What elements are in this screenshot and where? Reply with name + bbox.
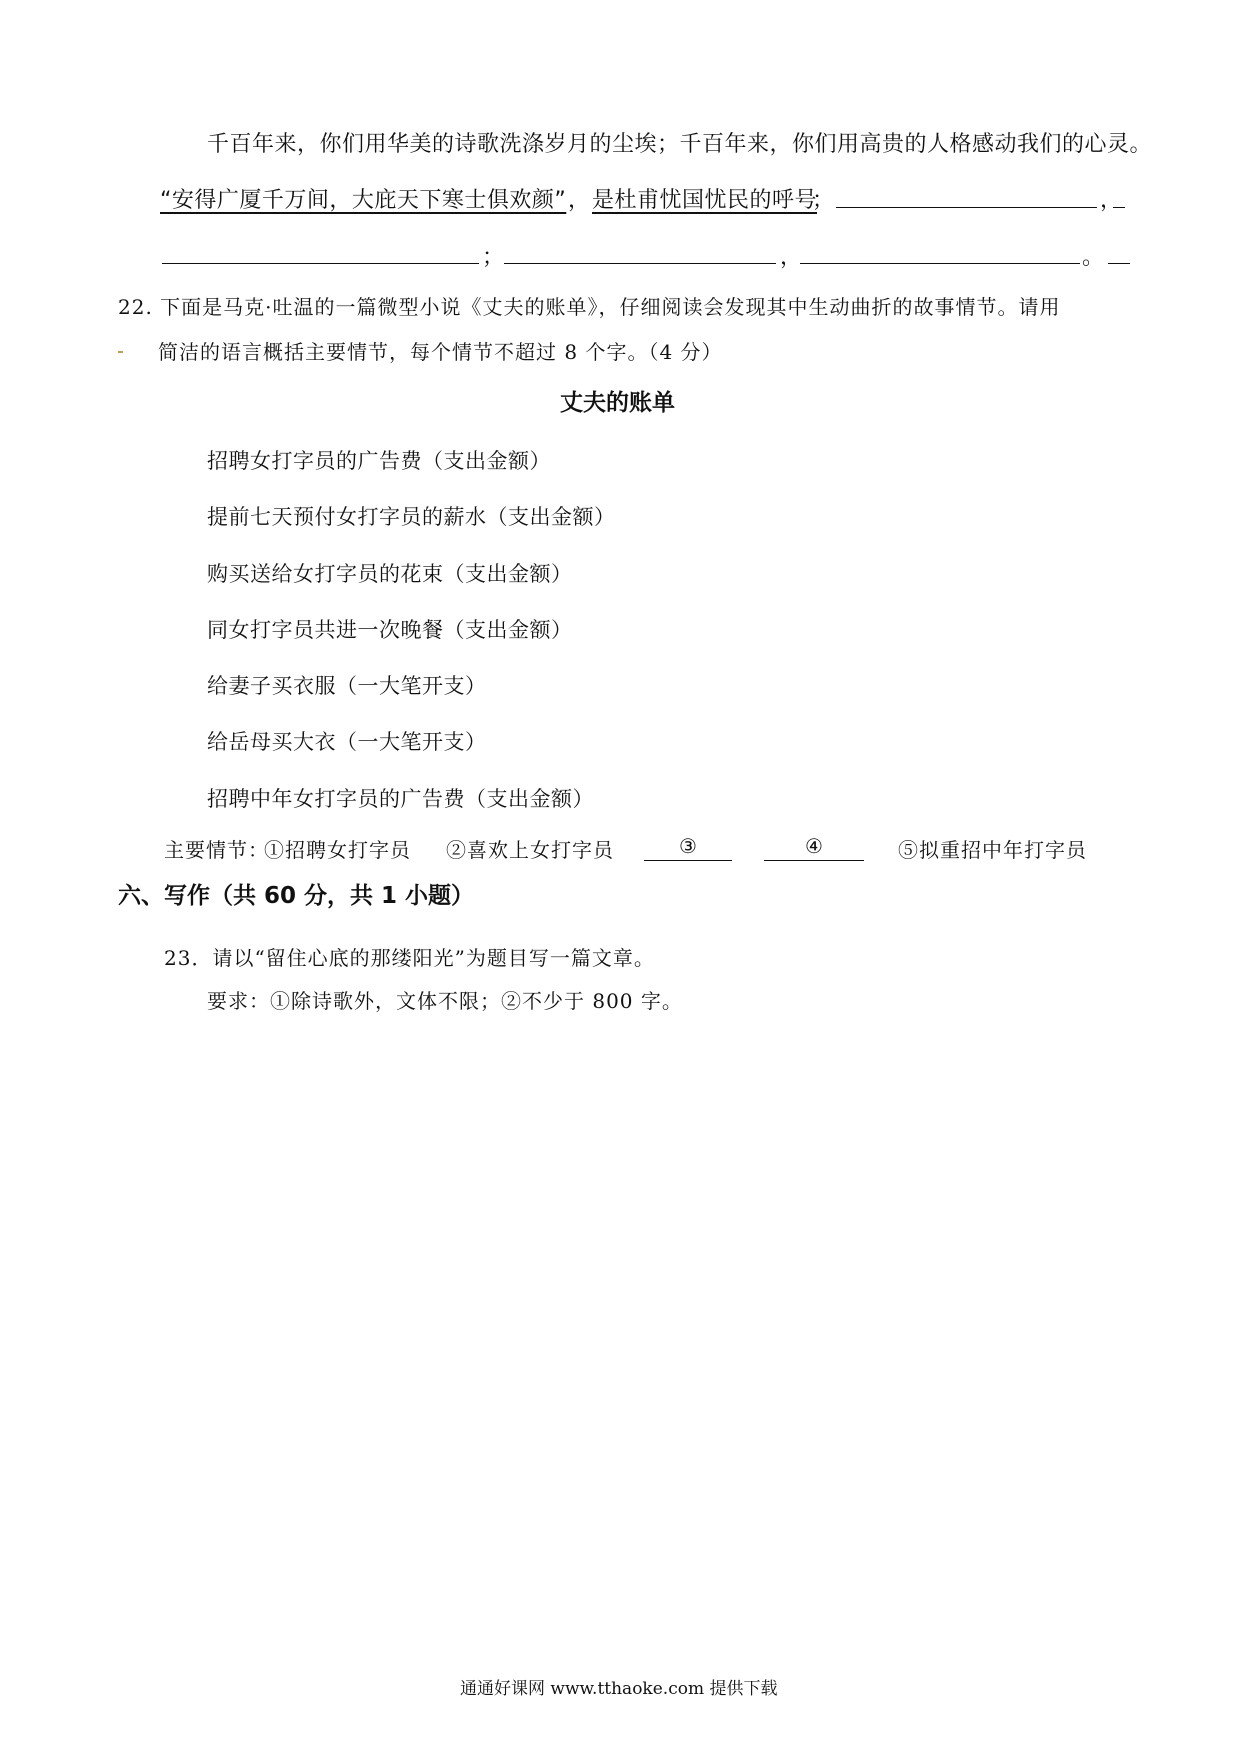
bill-item: 提前七天预付女打字员的薪水（支出金额）	[207, 505, 616, 529]
example-comma: ，	[568, 188, 591, 213]
semicolon-2: ；	[482, 245, 505, 270]
bill-item: 同女打字员共进一次晚餐（支出金额）	[207, 618, 573, 642]
period: 。	[1082, 245, 1105, 270]
example-tail: 是杜甫忧国忧民的呼号	[592, 188, 818, 213]
example-quote: “安得广厦千万间，大庇天下寒士俱欢颜”	[160, 188, 567, 213]
q22-line-2: 简洁的语言概括主要情节，每个情节不超过 8 个字。（4 分）	[158, 340, 723, 364]
margin-mark	[118, 351, 123, 353]
answer-blank-2[interactable]	[162, 263, 479, 264]
plot-blank-3[interactable]: ③	[644, 834, 732, 861]
bill-item: 给妻子买衣服（一大笔开支）	[207, 674, 487, 698]
plot-point-2: ②喜欢上女打字员	[446, 838, 614, 862]
q23-line-2: 要求：①除诗歌外，文体不限；②不少于 800 字。	[207, 989, 683, 1013]
plot-point-1: ①招聘女打字员	[264, 838, 411, 862]
plot-point-5: ⑤拟重招中年打字员	[898, 838, 1087, 862]
comma-3: ，	[780, 245, 803, 270]
plot-blank-4[interactable]: ④	[764, 834, 864, 861]
bill-item: 招聘女打字员的广告费（支出金额）	[207, 449, 551, 473]
bill-item: 招聘中年女打字员的广告费（支出金额）	[207, 787, 594, 811]
answer-blank-4-tail	[1108, 263, 1130, 264]
bill-item: 给岳母买大衣（一大笔开支）	[207, 730, 487, 754]
comma-2: ，	[1100, 188, 1123, 213]
bill-item: 购买送给女打字员的花束（支出金额）	[207, 562, 573, 586]
answer-blank-1-tail	[1113, 207, 1125, 208]
plot-label: 主要情节：	[164, 838, 269, 862]
q23-line-1: 23．请以“留住心底的那缕阳光”为题目写一篇文章。	[164, 946, 655, 970]
answer-blank-1[interactable]	[836, 207, 1097, 208]
answer-blank-4[interactable]	[800, 263, 1080, 264]
passage-line-1: 千百年来，你们用华美的诗歌洗涤岁月的尘埃；千百年来，你们用高贵的人格感动我们的心灵。	[207, 132, 1153, 157]
q22-line-1: 22. 下面是马克·吐温的一篇微型小说《丈夫的账单》，仔细阅读会发现其中生动曲折的故事情节。请用	[118, 295, 1061, 319]
page-footer: 通通好课网 www.tthaoke.com 提供下载	[460, 1679, 778, 1699]
semicolon-1: ；	[812, 188, 835, 213]
section-6-heading: 六、写作（共 60 分，共 1 小题）	[118, 883, 475, 909]
answer-blank-3[interactable]	[504, 263, 776, 264]
story-title: 丈夫的账单	[560, 390, 675, 416]
